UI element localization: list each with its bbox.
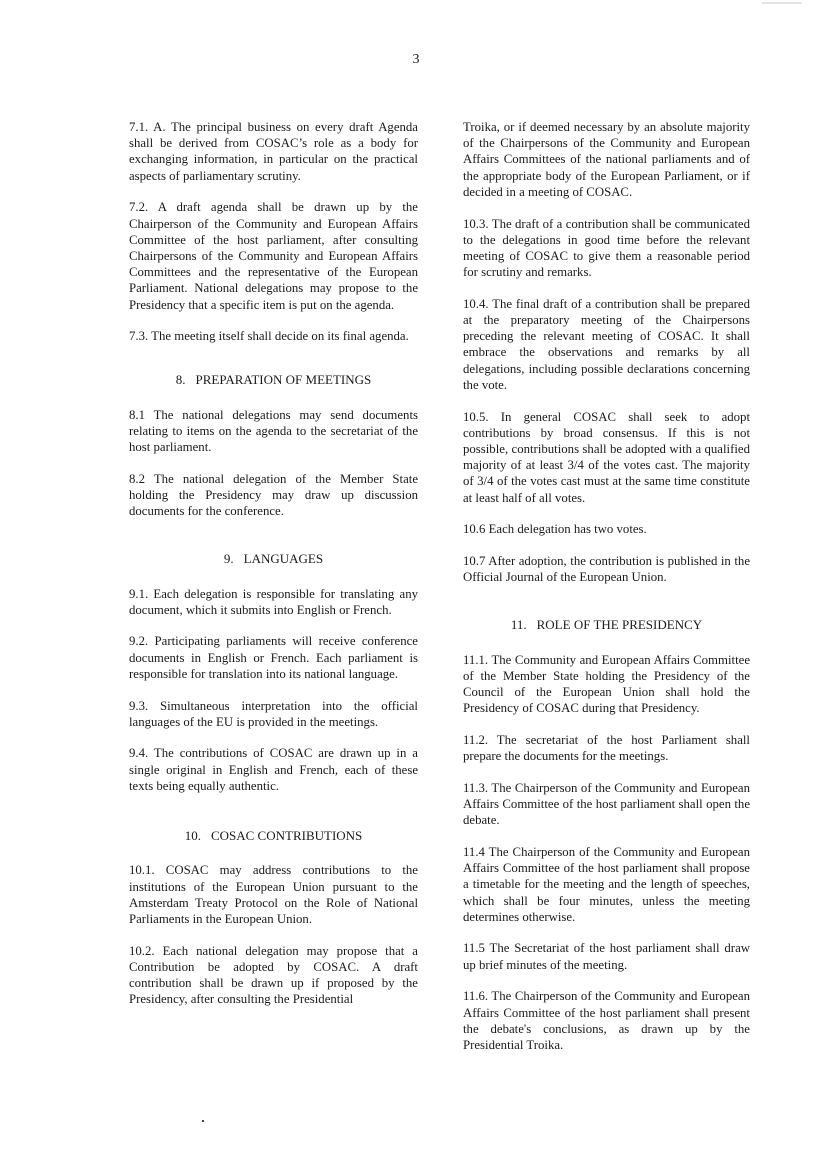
paragraph-9-3: 9.3. Simultaneous interpretation into the official languages of the EU is provided in the meetings. — [129, 698, 418, 729]
section-number: 9. — [223, 551, 234, 567]
paragraph-11-2: 11.2. The secretariat of the host Parliament shall prepare the documents for the meetings. — [463, 732, 750, 764]
page-number: 3 — [412, 52, 420, 67]
paragraph-11-6: 11.6. The Chairperson of the Community and European Affairs Committee of the host parliament shall present the debate's conclusions, as drawn up by the Presidential Troika. — [463, 989, 750, 1052]
paragraph-8-1: 8.1 The national delegations may send documents relating to items on the agenda to the secretariat of the host parliament. — [129, 407, 418, 455]
section-heading-11 — [463, 617, 750, 633]
paragraph-9-1: 9.1. Each delegation is responsible for translating any document, which it submits into English or French. — [129, 586, 418, 617]
scan-corner-mark — [762, 2, 802, 4]
paragraph-11-5: 11.5 The Secretariat of the host parliament shall draw up brief minutes of the meeting. — [463, 941, 750, 972]
section-heading-8 — [129, 372, 418, 388]
paragraph-8-2: 8.2 The national delegation of the Member State holding the Presidency may draw up discussion documents for the conference. — [129, 471, 418, 519]
paragraph-9-4: 9.4. The contributions of COSAC are drawn up in a single original in English and French, each of these texts being equally authentic. — [129, 746, 418, 793]
paragraph-9-2: 9.2. Participating parliaments will receive conference documents in English or French. Each parliament is responsible for translation into its national language. — [129, 634, 418, 681]
paragraph-11-4: 11.4 The Chairperson of the Community and European Affairs Committee of the host parliament shall propose a timetable for the meeting and the length of speeches, which shall be four minutes, unless the meeting determines otherwise. — [463, 844, 750, 924]
left-column — [129, 119, 418, 1023]
paragraph-7-1: 7.1. A. The principal business on every draft Agenda shall be derived from COSAC’s role as a body for exchanging information, in particular on the practical aspects of parliamentary scrutiny. — [129, 120, 418, 183]
section-number: 8. — [175, 372, 186, 388]
paragraph-10-2-continued: Troika, or if deemed necessary by an absolute majority of the Chairpersons of the Community and European Affairs Committees of the national parliaments and of the appropriate body of the European Parliament, or if decided in a meeting of COSAC. — [463, 120, 750, 199]
paragraph-7-2: 7.2. A draft agenda shall be drawn up by the Chairperson of the Community and European Affairs Committee of the host parliament, after consulting Chairpersons of the Community and European Affairs Committees and the representative of the European Parliament. National delegations may propose to the Presidency that a specific item is put on the agenda. — [129, 200, 418, 312]
section-title: COSAC CONTRIBUTIONS — [210, 828, 363, 844]
paragraph-11-1: 11.1. The Community and European Affairs Committee of the Member State holding the Presidency of the Council of the European Union shall hold the Presidency of COSAC during that Presidency. — [463, 652, 750, 716]
paragraph-10-1: 10.1. COSAC may address contributions to the institutions of the European Union pursuant to the Amsterdam Treaty Protocol on the Role of National Parliaments in the European Union. — [129, 863, 418, 926]
paragraph-10-4: 10.4. The final draft of a contribution shall be prepared at the preparatory meeting of the Chairpersons preceding the relevant meeting of COSAC. It shall embrace the observations and remarks by all delegations, including possible declarations concerning the vote. — [463, 296, 750, 392]
paragraph-10-7: 10.7 After adoption, the contribution is published in the Official Journal of the European Union. — [463, 553, 750, 585]
section-title: PREPARATION OF MEETINGS — [195, 372, 372, 388]
right-column — [463, 119, 750, 1069]
paragraph-10-2: 10.2. Each national delegation may propose that a Contribution be adopted by COSAC. A draft contribution shall be drawn up if proposed by the Presidency, after consulting the Presidential — [129, 943, 418, 1007]
section-title: ROLE OF THE PRESIDENCY — [536, 617, 703, 633]
scan-dot — [202, 1120, 204, 1122]
section-number: 11. — [510, 617, 527, 633]
section-heading-10 — [129, 828, 418, 844]
paragraph-10-3: 10.3. The draft of a contribution shall be communicated to the delegations in good time before the relevant meeting of COSAC to give them a reasonable period for scrutiny and remarks. — [463, 216, 750, 280]
section-heading-9 — [129, 551, 418, 567]
paragraph-11-3: 11.3. The Chairperson of the Community and European Affairs Committee of the host parliament shall open the debate. — [463, 780, 750, 828]
section-title: LANGUAGES — [243, 551, 324, 567]
paragraph-7-3: 7.3. The meeting itself shall decide on its final agenda. — [129, 329, 409, 344]
paragraph-10-6: 10.6 Each delegation has two votes. — [463, 522, 647, 537]
paragraph-10-5: 10.5. In general COSAC shall seek to adopt contributions by broad consensus. If this is not possible, contributions shall be adopted with a qualified majority of at least 3/4 of the votes cast. The majority of 3/4 of the votes cast must at the same time constitute at least half of all votes. — [463, 409, 750, 505]
section-number: 10. — [184, 828, 201, 844]
